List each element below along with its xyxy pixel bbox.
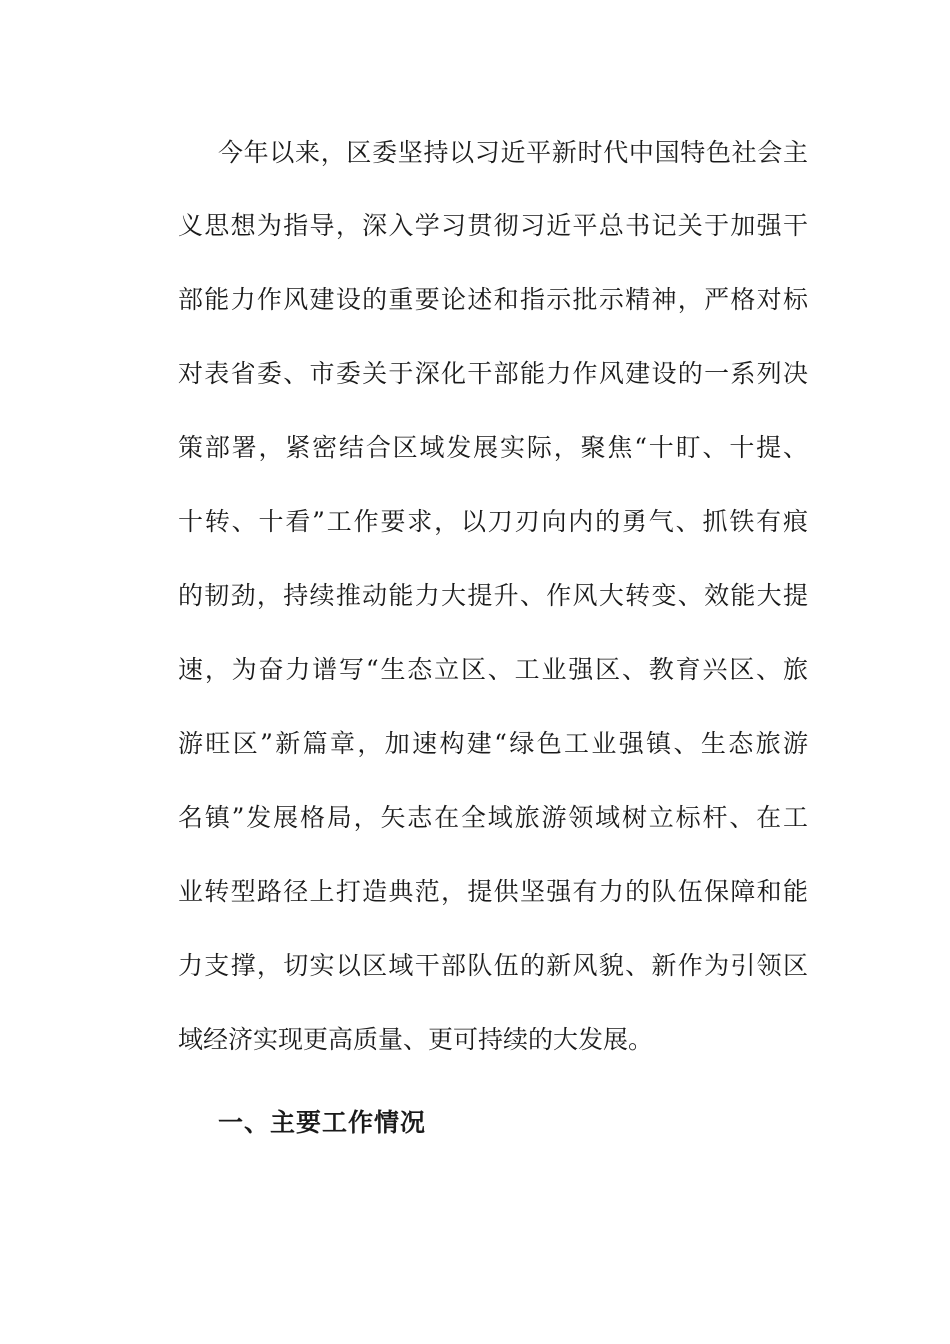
paragraph-line: 域经济实现更高质量、更可持续的大发展。: [178, 1025, 654, 1054]
paragraph-line: 业转型路径上打造典范，提供坚强有力的队伍保障和能: [178, 877, 808, 906]
paragraph-line: 策部署，紧密结合区域发展实际，聚焦“十盯、十提、: [178, 433, 808, 462]
paragraph-line: 速，为奋力谱写“生态立区、工业强区、教育兴区、旅: [178, 655, 808, 684]
paragraph-line: 今年以来，区委坚持以习近平新时代中国特色社会主: [218, 138, 808, 167]
paragraph-line: 十转、十看”工作要求，以刀刃向内的勇气、抓铁有痕: [178, 507, 808, 536]
paragraph-line: 名镇”发展格局，矢志在全域旅游领域树立标杆、在工: [178, 803, 808, 832]
paragraph-line: 对表省委、市委关于深化干部能力作风建设的一系列决: [178, 359, 808, 388]
section-heading: 一、主要工作情况: [218, 1108, 427, 1137]
paragraph-line: 力支撑，切实以区域干部队伍的新风貌、新作为引领区: [178, 951, 808, 980]
paragraph-line: 游旺区”新篇章，加速构建“绿色工业强镇、生态旅游: [178, 729, 808, 758]
paragraph-line: 义思想为指导，深入学习贯彻习近平总书记关于加强干: [178, 211, 808, 240]
paragraph-line: 部能力作风建设的重要论述和指示批示精神，严格对标: [178, 285, 808, 314]
paragraph-line: 的韧劲，持续推动能力大提升、作风大转变、效能大提: [178, 581, 808, 610]
